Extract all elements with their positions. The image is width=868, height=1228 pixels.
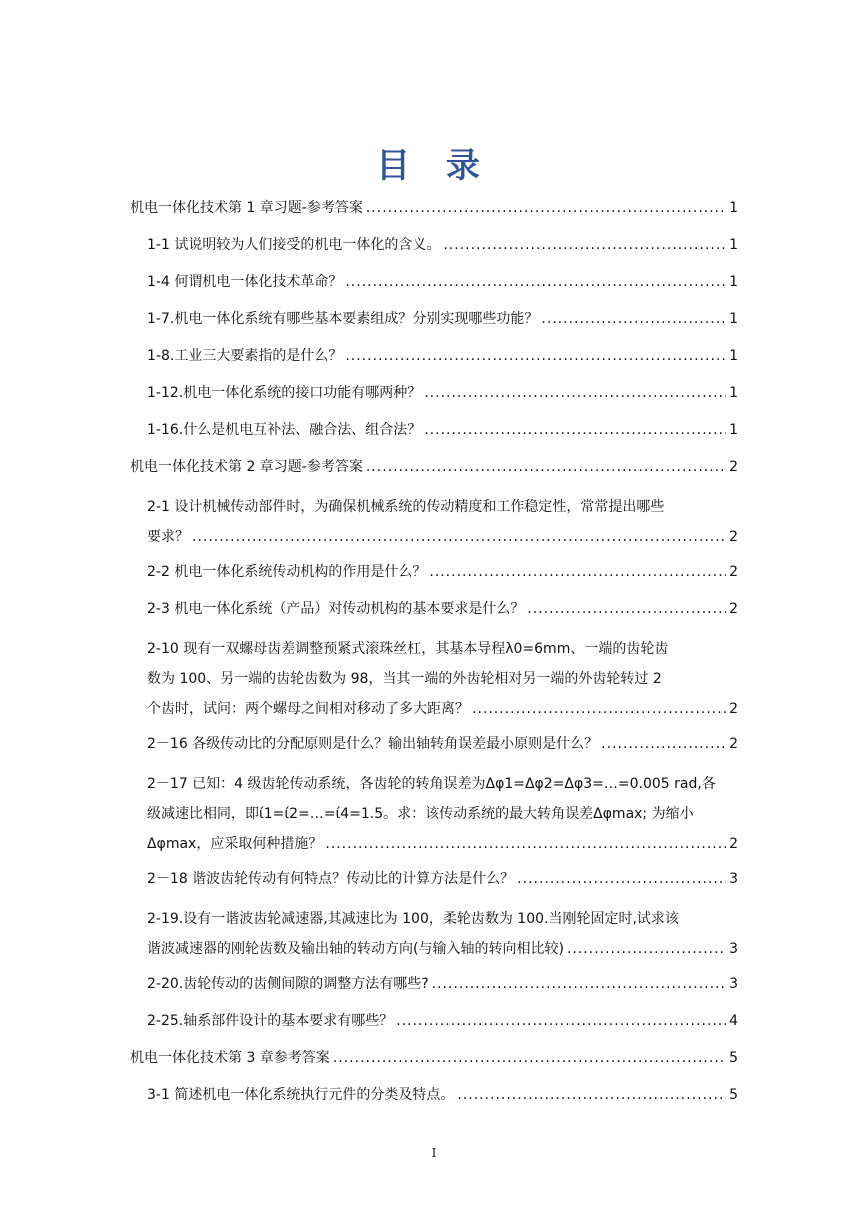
toc-entry-line (147, 560, 738, 584)
dot-leader (366, 196, 726, 220)
toc-entry-text-line: 2-19.设有一谐波齿轮减速器,其减速比为 100，柔轮齿数为 100.当刚轮固定时,试求该 (147, 911, 679, 927)
toc-entry-text: 3-1 简述机电一体化系统执行元件的分类及特点。 (147, 1087, 455, 1103)
dot-leader (192, 522, 726, 552)
toc-question-entry[interactable] (147, 307, 738, 331)
toc-entry-text: 2－16 各级传动比的分配原则是什么？输出轴转角误差最小原则是什么？ (147, 736, 599, 752)
toc-question-entry[interactable] (147, 270, 738, 294)
dot-leader (517, 867, 726, 891)
toc-entry-line (147, 270, 738, 294)
toc-entry-line (147, 1009, 738, 1033)
toc-question-entry[interactable] (147, 381, 738, 405)
toc-question-entry[interactable] (147, 972, 738, 996)
toc-page-number: 3 (729, 941, 738, 957)
toc-page-number: 2 (729, 736, 738, 752)
toc-question-entry[interactable] (147, 1083, 738, 1107)
toc-entry-line (147, 1083, 738, 1107)
dot-leader (424, 381, 726, 405)
toc-question-entry[interactable] (147, 732, 738, 756)
toc-entry-text-line: 数为 100、另一端的齿轮齿数为 98，当其一端的外齿轮相对另一端的外齿轮转过 2 (147, 671, 662, 687)
dot-leader (443, 233, 726, 257)
toc-entry-text: 1-4 何谓机电一体化技术革命？ (147, 274, 343, 290)
toc-question-entry[interactable] (147, 904, 738, 964)
toc-page-number: 5 (729, 1087, 738, 1103)
toc-entry-text-line: 2-10 现有一双螺母齿差调整预紧式滚珠丝杠，其基本导程λ0=6mm、一端的齿轮齿 (147, 641, 669, 657)
dot-leader (366, 455, 726, 479)
toc-question-entry[interactable] (147, 867, 738, 891)
toc-question-entry[interactable] (147, 769, 738, 859)
toc-page-number: 4 (729, 1013, 738, 1029)
dot-leader (432, 972, 726, 996)
toc-page-number: 1 (729, 274, 738, 290)
toc-entry-text-line: 级减速比相同，即ί1=ί2=…=ί4=1.5。求：该传动系统的最大转角误差Δφmax; 为缩小 (147, 806, 694, 822)
toc-entry-text: 机电一体化技术第 1 章习题-参考答案 (130, 200, 363, 216)
dot-leader (472, 694, 726, 724)
toc-page-number: 2 (729, 564, 738, 580)
toc-chapter-entry[interactable] (130, 196, 738, 220)
toc-entry-text: 2-25.轴系部件设计的基本要求有哪些？ (147, 1013, 394, 1029)
dot-leader (541, 307, 726, 331)
toc-page-number: 2 (729, 701, 738, 717)
toc-question-entry[interactable] (147, 492, 738, 552)
toc-entry-text: 机电一体化技术第 3 章参考答案 (130, 1050, 330, 1066)
dot-leader (567, 934, 726, 964)
toc-entry-text: 2-20.齿轮传动的齿侧间隙的调整方法有哪些? (147, 976, 429, 992)
toc-entry-line (147, 694, 738, 724)
dot-leader (527, 597, 726, 621)
toc-entry-line (130, 1046, 738, 1070)
dot-leader (325, 829, 726, 859)
toc-entry-text: 2-2 机电一体化系统传动机构的作用是什么？ (147, 564, 427, 580)
toc-page-number: 3 (729, 976, 738, 992)
toc-entry-line (147, 934, 738, 964)
dot-leader (424, 418, 726, 442)
toc-entry-text: 1-8.工业三大要素指的是什么？ (147, 348, 343, 364)
toc-entry-line (147, 344, 738, 368)
dot-leader (396, 1009, 726, 1033)
toc-entry-line (147, 972, 738, 996)
toc-entry-line (147, 522, 738, 552)
toc-question-entry[interactable] (147, 560, 738, 584)
toc-entry-text: 谐波减速器的刚轮齿数及输出轴的转动方向(与输入轴的转向相比较) (147, 941, 564, 957)
toc-title: 目 录 (376, 146, 492, 186)
dot-leader (429, 560, 726, 584)
toc-question-entry[interactable] (147, 344, 738, 368)
toc-entry-line (147, 418, 738, 442)
toc-entry-text: 1-12.机电一体化系统的接口功能有哪两种？ (147, 385, 422, 401)
toc-list (130, 196, 738, 1120)
toc-page-number: 1 (729, 200, 738, 216)
toc-entry-text: 1-16.什么是机电互补法、融合法、组合法？ (147, 422, 422, 438)
toc-page-number: 2 (729, 836, 738, 852)
toc-entry-line (130, 196, 738, 220)
toc-entry-text: 机电一体化技术第 2 章习题-参考答案 (130, 459, 363, 475)
toc-entry-line (147, 233, 738, 257)
toc-entry-text: 2－18 谐波齿轮传动有何特点？传动比的计算方法是什么？ (147, 871, 515, 887)
toc-entry-text: 2-3 机电一体化系统（产品）对传动机构的基本要求是什么？ (147, 601, 525, 617)
toc-page-number: 1 (729, 422, 738, 438)
toc-page-number: 1 (729, 237, 738, 253)
dot-leader (333, 1046, 726, 1070)
dot-leader (345, 270, 726, 294)
toc-question-entry[interactable] (147, 1009, 738, 1033)
toc-question-entry[interactable] (147, 418, 738, 442)
toc-page-number: 3 (729, 871, 738, 887)
toc-page-number: 1 (729, 348, 738, 364)
toc-entry-text: 要求？ (147, 529, 189, 545)
toc-entry-line (130, 455, 738, 479)
toc-entry-text-line: 2－17 已知：4 级齿轮传动系统，各齿轮的转角误差为Δφ1=Δφ2=Δφ3=…=0.005 rad,各 (147, 776, 716, 792)
page-number: I (431, 1146, 437, 1160)
toc-page-number: 2 (729, 529, 738, 545)
toc-page-number: 2 (729, 459, 738, 475)
toc-entry-text: Δφmax，应采取何种措施？ (147, 836, 323, 852)
toc-question-entry[interactable] (147, 233, 738, 257)
dot-leader (345, 344, 726, 368)
toc-entry-line (147, 381, 738, 405)
toc-page-number: 2 (729, 601, 738, 617)
dot-leader (601, 732, 726, 756)
toc-page-number: 5 (729, 1050, 738, 1066)
toc-entry-text: 1-7.机电一体化系统有哪些基本要素组成？分别实现哪些功能？ (147, 311, 539, 327)
toc-chapter-entry[interactable] (130, 455, 738, 479)
toc-entry-text-line: 2-1 设计机械传动部件时，为确保机械系统的传动精度和工作稳定性，常常提出哪些 (147, 499, 665, 515)
toc-entry-text: 个齿时，试问：两个螺母之间相对移动了多大距离？ (147, 701, 469, 717)
toc-question-entry[interactable] (147, 634, 738, 724)
toc-question-entry[interactable] (147, 597, 738, 621)
toc-page-number: 1 (729, 311, 738, 327)
toc-entry-line (147, 867, 738, 891)
toc-page-number: 1 (729, 385, 738, 401)
toc-entry-line (147, 307, 738, 331)
toc-chapter-entry[interactable] (130, 1046, 738, 1070)
toc-entry-line (147, 732, 738, 756)
toc-entry-line (147, 597, 738, 621)
dot-leader (457, 1083, 726, 1107)
toc-entry-line (147, 829, 738, 859)
toc-entry-text: 1-1 试说明较为人们接受的机电一体化的含义。 (147, 237, 441, 253)
